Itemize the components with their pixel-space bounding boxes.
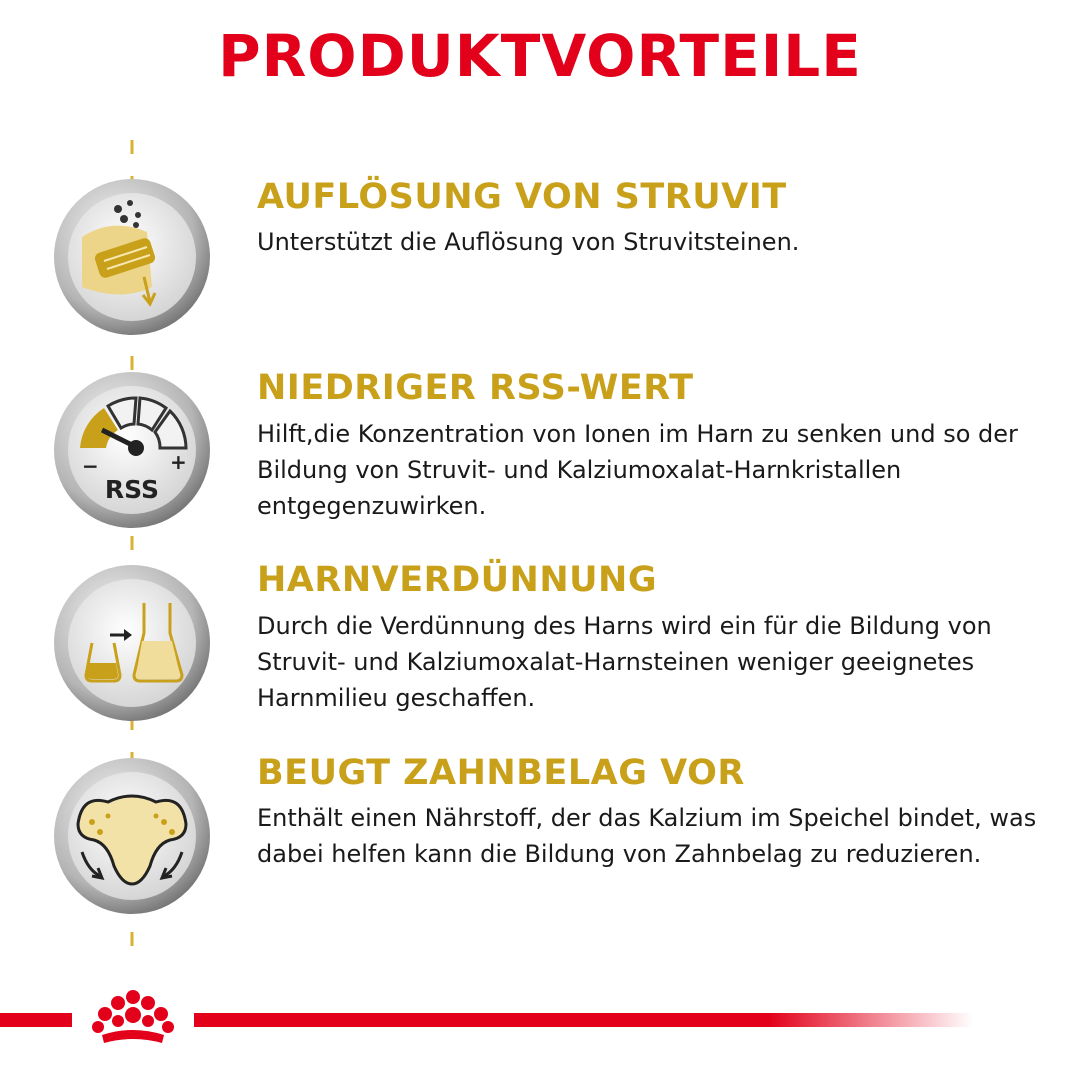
- royal-canin-crown-logo: [78, 985, 188, 1055]
- benefit-title: BEUGT ZAHNBELAG VOR: [257, 753, 745, 793]
- urine-dilution-icon: [52, 563, 212, 723]
- benefit-text: Durch die Verdünnung des Harns wird ein für die Bildung von Struvit- und Kalziumoxalat-Harnsteinen weniger geeignetes Harnmilieu geschaffen.: [257, 612, 992, 712]
- benefit-title: HARNVERDÜNNUNG: [257, 560, 658, 600]
- benefit-title: AUFLÖSUNG VON STRUVIT: [257, 177, 787, 217]
- benefit-text: Enthält einen Nährstoff, der das Kalzium im Speichel bindet, was dabei helfen kann die Bildung von Zahnbelag zu reduzieren.: [257, 804, 1037, 868]
- dental-plaque-icon: [52, 756, 212, 916]
- page-title: PRODUKTVORTEILE: [218, 22, 862, 90]
- svg-text:+: +: [170, 450, 187, 474]
- svg-text:−: −: [82, 454, 99, 478]
- rss-gauge-icon: [52, 370, 212, 530]
- struvite-dissolution-icon: [52, 177, 212, 337]
- benefit-text: Hilft,die Konzentration von Ionen im Harn zu senken und so der Bildung von Struvit- und Kalziumoxalat-Harnkristallen entgegenzuwirken.: [257, 420, 1018, 520]
- benefit-text: Unterstützt die Auflösung von Struvitsteinen.: [257, 228, 800, 256]
- benefit-title: NIEDRIGER RSS-WERT: [257, 368, 694, 408]
- rss-icon-label: RSS: [104, 475, 160, 504]
